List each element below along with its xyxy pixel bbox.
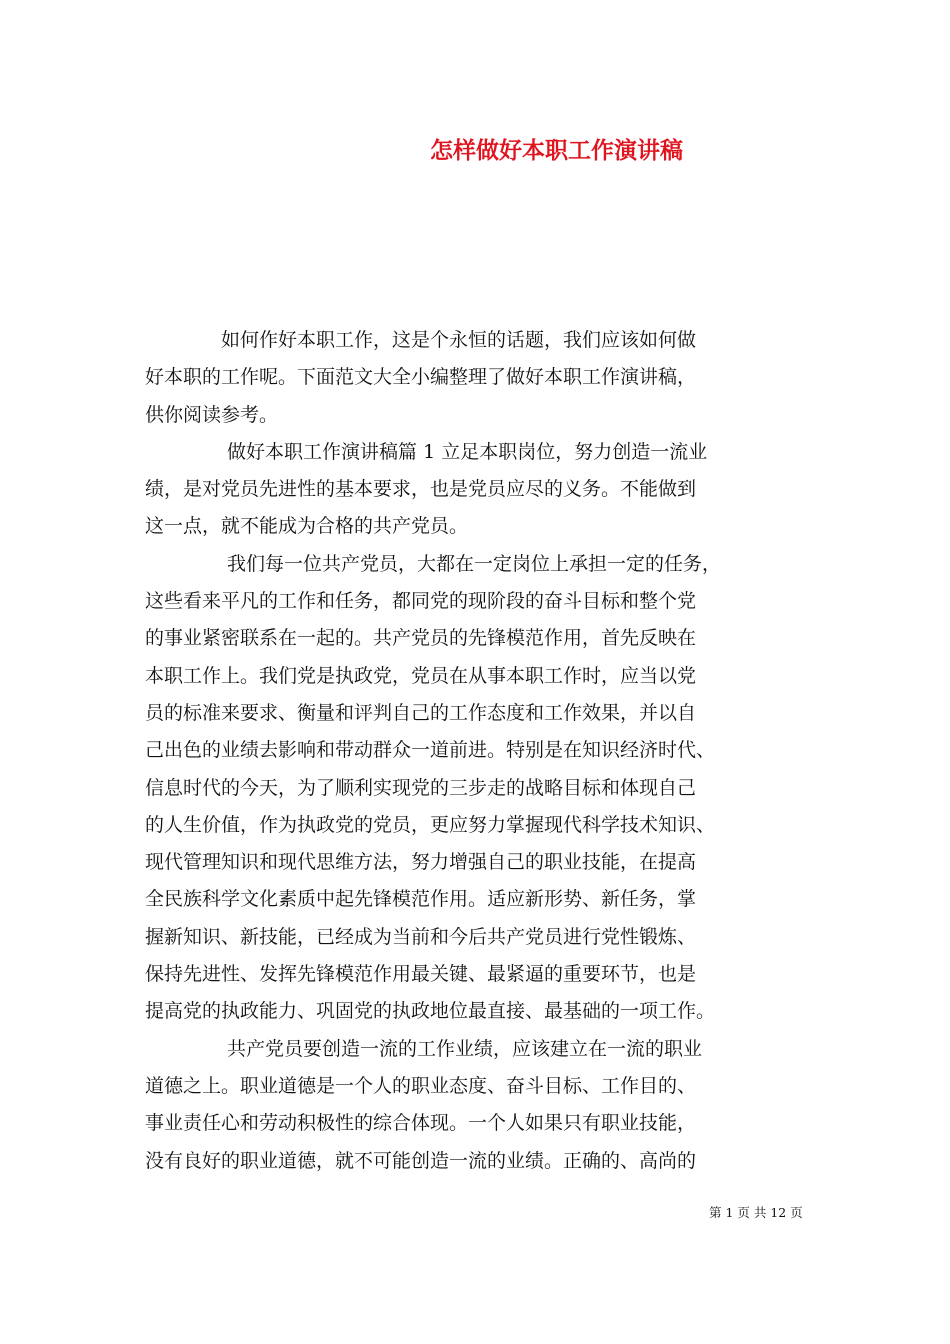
body-line: 握新知识、新技能，已经成为当前和今后共产党员进行党性锻炼、 <box>145 925 697 948</box>
body-line: 信息时代的今天，为了顺利实现党的三步走的战略目标和体现自己 <box>145 776 697 799</box>
document-title: 怎样做好本职工作演讲稿 <box>430 137 683 164</box>
body-line: 的事业紧密联系在一起的。共产党员的先锋模范作用，首先反映在 <box>145 627 697 650</box>
body-line: 提高党的执政能力、巩固党的执政地位最直接、最基础的一项工作。 <box>145 1000 716 1023</box>
body-line: 我们每一位共产党员，大都在一定岗位上承担一定的任务， <box>145 552 722 575</box>
body-line: 如何作好本职工作，这是个永恒的话题，我们应该如何做 <box>145 329 697 351</box>
body-line: 没有良好的职业道德，就不可能创造一流的业绩。正确的、高尚的 <box>145 1149 697 1172</box>
body-line: 事业责任心和劳动积极性的综合体现。一个人如果只有职业技能， <box>145 1112 697 1135</box>
body-line: 道德之上。职业道德是一个人的职业态度、奋斗目标、工作目的、 <box>145 1074 697 1097</box>
body-line: 现代管理知识和现代思维方法，努力增强自己的职业技能，在提高 <box>145 851 697 874</box>
body-line: 本职工作上。我们党是执政党，党员在从事本职工作时，应当以党 <box>145 664 697 687</box>
body-line: 保持先进性、发挥先锋模范作用最关键、最紧逼的重要环节，也是 <box>145 963 697 986</box>
body-line: 这些看来平凡的工作和任务，都同党的现阶段的奋斗目标和整个党 <box>145 590 697 613</box>
body-line: 员的标准来要求、衡量和评判自己的工作态度和工作效果，并以自 <box>145 701 697 724</box>
body-line: 的人生价值，作为执政党的党员，更应努力掌握现代科学技术知识、 <box>145 813 716 836</box>
document-body <box>145 322 811 1180</box>
body-line: 这一点，就不能成为合格的共产党员。 <box>145 515 469 538</box>
body-line: 全民族科学文化素质中起先锋模范作用。适应新形势、新任务，掌 <box>145 888 697 911</box>
body-line: 供你阅读参考。 <box>145 403 279 426</box>
page-number-footer: 第 1 页 共 12 页 <box>709 1205 803 1220</box>
body-line: 做好本职工作演讲稿篇 1 立足本职岗位，努力创造一流业 <box>145 440 708 463</box>
body-line: 绩，是对党员先进性的基本要求，也是党员应尽的义务。不能做到 <box>145 478 697 501</box>
body-line: 好本职的工作呢。下面范文大全小编整理了做好本职工作演讲稿， <box>145 366 697 389</box>
body-line: 己出色的业绩去影响和带动群众一道前进。特别是在知识经济时代、 <box>145 739 716 762</box>
body-line: 共产党员要创造一流的工作业绩，应该建立在一流的职业 <box>145 1037 703 1060</box>
